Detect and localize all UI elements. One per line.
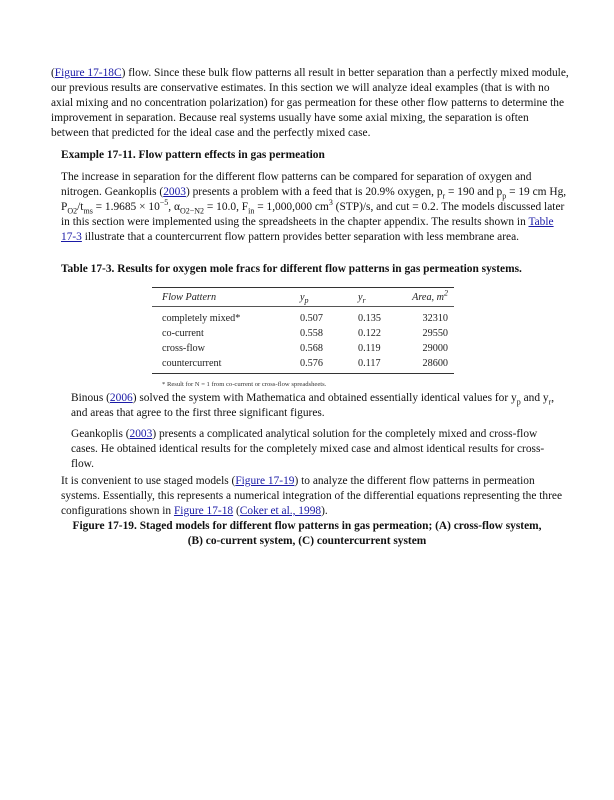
table-row: cross-flow 0.568 0.119 29000 [162,343,448,354]
figure-caption: Figure 17-19. Staged models for different flow patterns in gas permeation; (A) cross-flow system, (B) co-current system, (C) countercurrent system [72,520,542,547]
figure-17-18-link[interactable]: Figure 17-18 [173,505,234,517]
table-header-row [152,290,454,304]
table-caption: Table 17-3. Results for oxygen mole fracs for different flow patterns in gas permeation systems. [61,263,522,275]
geankoplis-paragraph: Geankoplis (2003) presents a complicated analytical solution for the completely mixed and cross-flow cases. He obtained identical results for the completely mixed case and almost identical results for cross-flow. [71,428,545,470]
binous-paragraph: Binous (2006) solved the system with Mathematica and obtained essentially identical values for $y_p$ and $y_r$, and areas that agree to the first three significant figures. [71,392,555,419]
geankoplis-2003-link-2[interactable]: 2003 [129,428,153,440]
binous-2006-link[interactable]: 2006 [109,392,133,404]
header-flow-pattern: Flow Pattern [162,292,217,303]
table-row: countercurrent 0.576 0.117 28600 [162,358,448,369]
example-paragraph: The increase in separation for the different flow patterns can be compared for separation of oxygen and nitrogen. Geankoplis (2003) presents a problem with a feed that is 20.9% oxygen, $p_r = 190$ and $p_p = 19$ cm Hg, $P_{O2}/t_{ms} = 1.9685 \times 10^{-5}$, $\alpha_{O2-N2} = 10.0$, $F_{in} = 1,000,000$ $cm^3$ (STP)/s, and cut = 0.2. The models discussed later in this section were implemented using the spreadsheets in the chapter appendix. The results shown in Table 17-3 illustrate that a countercurrent flow pattern provides better separation with less membrane area. [61,171,567,243]
header-yr: $y_r$ [358,292,366,306]
header-area: Area, $m^2$ [412,288,448,303]
figure-17-18c-link[interactable]: Figure 17-18C [54,67,122,79]
header-yp: $y_p$ [300,292,309,306]
geankoplis-2003-link[interactable]: 2003 [163,186,186,198]
example-title: Example 17-11. Flow pattern effects in gas permeation [61,149,325,161]
table-top-rule [152,287,454,288]
staged-models-paragraph: It is convenient to use staged models (Figure 17-19) to analyze the different flow patterns in permeation systems. Essentially, this represents a numerical integration of the differential equations representing the three configurations shown in Figure 17-18 (Coker et al., 1998). [61,475,563,517]
table-header-rule [152,306,454,307]
table-bottom-rule [152,373,454,374]
figure-17-19-link[interactable]: Figure 17-19 [235,475,295,487]
intro-paragraph: (Figure 17-18C) flow. Since these bulk flow patterns all result in better separation than a perfectly mixed module, our previous results are conservative estimates. In this section we will analyze ideal examples (that is with no axial mixing and no concentration polarization) for gas permeation for these other flow patterns to determine the improvement in separation. Because real systems usually have some axial mixing, the separation is often between that predicted for the ideal case and the perfectly mixed case. [51,67,569,139]
table-footnote: * Result for N = 1 from co-current or cross-flow spreadsheets. [162,381,327,388]
table-row: completely mixed* 0.507 0.135 32310 [162,313,448,324]
table-row: co-current 0.558 0.122 29550 [162,328,448,339]
table-17-3-link[interactable]: Table 17-3 [61,216,554,243]
coker-1998-link[interactable]: Coker et al., 1998 [239,505,322,517]
